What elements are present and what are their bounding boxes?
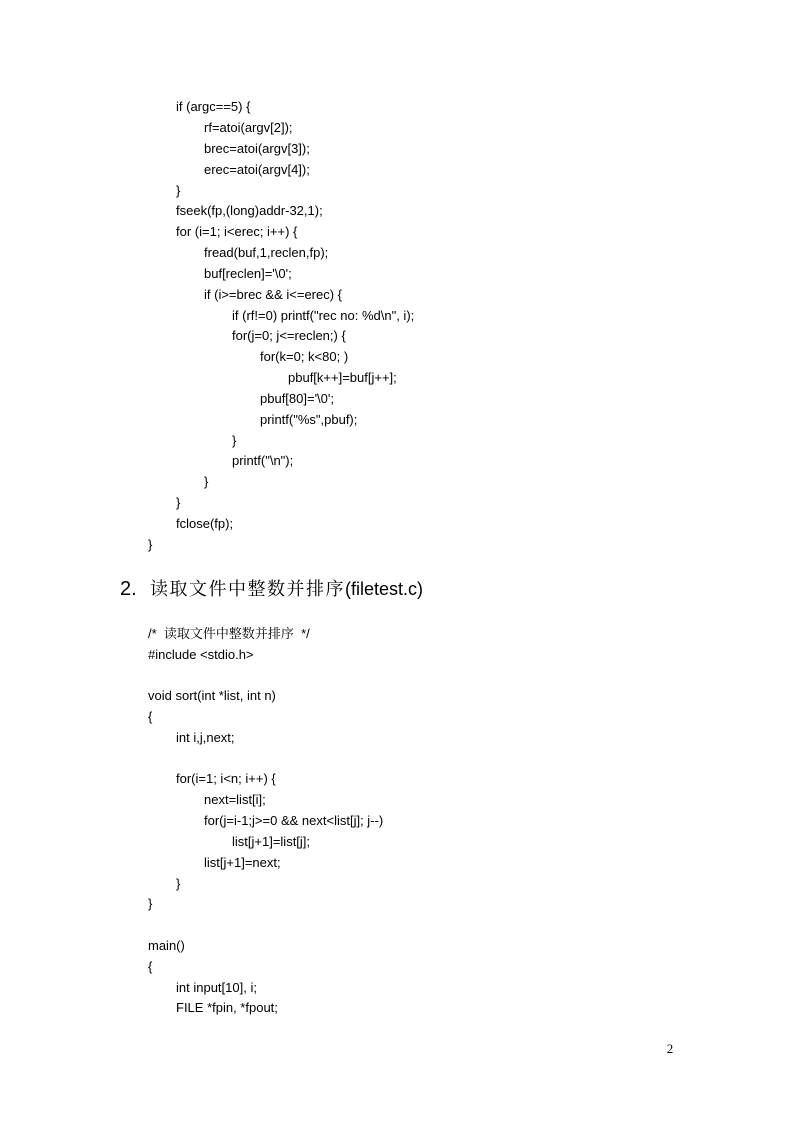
code-line: #include <stdio.h> (148, 647, 254, 662)
code-line: pbuf[k++]=buf[j++]; (288, 370, 397, 385)
code-line: } (176, 495, 181, 510)
code-line: } (148, 896, 153, 911)
code-line: rf=atoi(argv[2]); (204, 120, 293, 135)
page-number: 2 (666, 1041, 674, 1056)
code-line: next=list[i]; (204, 792, 266, 807)
code-line: void sort(int *list, int n) (148, 688, 276, 703)
code-line: FILE *fpin, *fpout; (176, 1000, 278, 1015)
code-line: int input[10], i; (176, 980, 257, 995)
code-line: int i,j,next; (176, 730, 235, 745)
code-line: for(j=i-1;j>=0 && next<list[j]; j--) (204, 813, 384, 828)
code-line: { (148, 709, 153, 724)
section-heading (120, 575, 423, 603)
code-line: printf("%s",pbuf); (260, 412, 358, 427)
code-line: fread(buf,1,reclen,fp); (204, 245, 329, 260)
code-line: fseek(fp,(long)addr-32,1); (176, 203, 323, 218)
code-line: printf("\n"); (232, 453, 294, 468)
code-comment: /* 读取文件中整数并排序 */ (148, 626, 310, 641)
code-line: pbuf[80]='\0'; (260, 391, 334, 406)
code-line: } (176, 183, 181, 198)
code-line: buf[reclen]='\0'; (204, 266, 292, 281)
code-line: } (204, 474, 209, 489)
code-line: if (i>=brec && i<=erec) { (204, 287, 343, 302)
code-line: if (argc==5) { (176, 99, 251, 114)
code-line: for(i=1; i<n; i++) { (176, 771, 276, 786)
code-line: list[j+1]=list[j]; (232, 834, 311, 849)
code-line: } (232, 433, 237, 448)
code-line: for(k=0; k<80; ) (260, 349, 349, 364)
code-line: { (148, 959, 153, 974)
code-line: } (148, 537, 153, 552)
section-title: 读取文件中整数并排序 (150, 579, 345, 599)
code-line: for (i=1; i<erec; i++) { (176, 224, 298, 239)
code-line: for(j=0; j<=reclen;) { (232, 328, 346, 343)
code-line: list[j+1]=next; (204, 855, 281, 870)
code-line: brec=atoi(argv[3]); (204, 141, 310, 156)
code-line: if (rf!=0) printf("rec no: %d\n", i); (232, 308, 415, 323)
code-line: fclose(fp); (176, 516, 234, 531)
code-line: erec=atoi(argv[4]); (204, 162, 310, 177)
code-line: main() (148, 938, 185, 953)
code-line: } (176, 876, 181, 891)
section-number: 2. (120, 578, 137, 600)
section-filename: (filetest.c) (345, 579, 424, 599)
